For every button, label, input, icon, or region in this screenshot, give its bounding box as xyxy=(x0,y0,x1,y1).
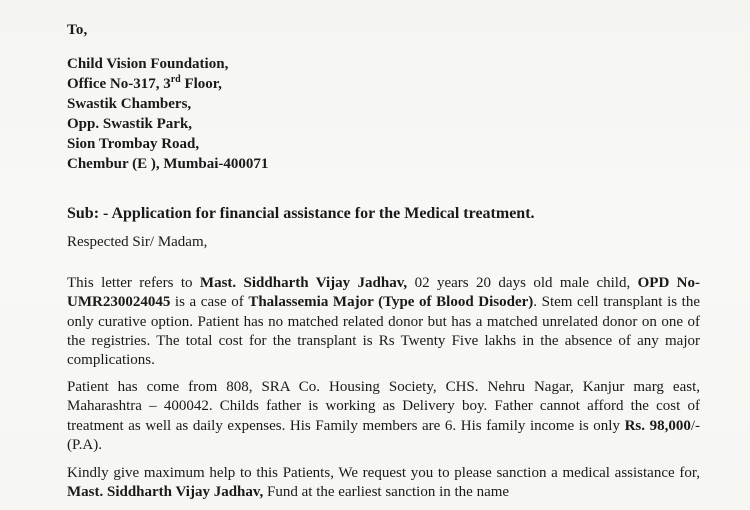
address-line-6: Chembur (E ), Mumbai-400071 xyxy=(67,156,269,172)
paragraph-family-details: Patient has come from 808, SRA Co. Housing Society, CHS. Nehru Nagar, Kanjur marg east, Maharashtra – 400042. Childs father is working as Delivery boy. Father cannot afford the cost of treatment as well as daily expenses. His Family members are 6. His family income is only Rs. 98,000/-(P.A). xyxy=(67,379,700,453)
paragraph-patient-details: This letter refers to Mast. Siddharth Vijay Jadhav, 02 years 20 days old male child, OPD No-UMR230024045 is a case of Thalassemia Major (Type of Blood Disoder). Stem cell transplant is the only curative option. Patient has no matched related donor but has a matched unrelated donor on one of the registries. The total cost for the transplant is Rs Twenty Five lakhs in the absence of any major complications. xyxy=(67,275,701,369)
patient-name: Mast. Siddharth Vijay Jadhav, xyxy=(199,275,408,291)
diagnosis: Thalassemia Major (Type of Blood Disoder) xyxy=(248,294,534,311)
opd-number: OPD No-UMR230024045 xyxy=(67,275,701,311)
address-line-1: Child Vision Foundation, xyxy=(67,56,229,72)
salutation: Respected Sir/ Madam, xyxy=(67,234,208,250)
address-line-4: Opp. Swastik Park, xyxy=(67,116,193,132)
recipient-heading: To, xyxy=(67,22,88,38)
address-line-3: Swastik Chambers, xyxy=(67,96,192,112)
family-income: Rs. 98,000 xyxy=(624,417,691,434)
subject-line: Sub: - Application for financial assistance for the Medical treatment. xyxy=(67,205,535,222)
address-line-2: Office No-317, 3rd Floor, xyxy=(67,74,222,92)
paragraph-request: Kindly give maximum help to this Patients, We request you to please sanction a medical assistance for, Mast. Siddharth Vijay Jadhav, Fund at the earliest sanction in the name xyxy=(67,465,700,501)
recipient-address xyxy=(67,54,268,174)
address-line-5: Sion Trombay Road, xyxy=(67,136,200,152)
patient-name-request: Mast. Siddharth Vijay Jadhav, xyxy=(67,484,264,501)
